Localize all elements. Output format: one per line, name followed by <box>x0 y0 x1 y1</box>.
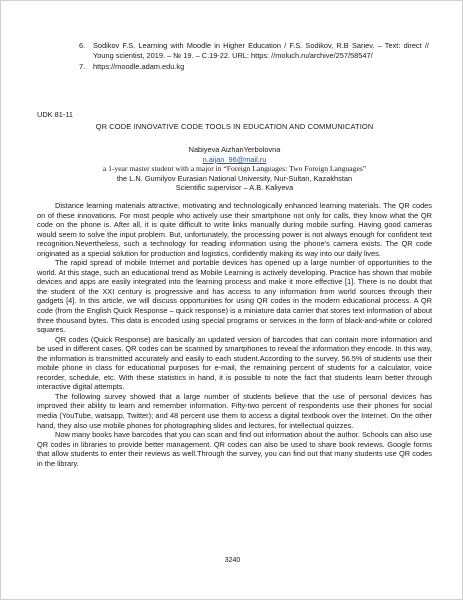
body-paragraph: Now many books have barcodes that you can scan and find out information about the author. Schools can also use QR codes in libraries to provide better management. QR codes can also be used to share book reviews. Google forms that allow students to enter their reviews as well.Through the survey, you can find out that many students use QR codes in the library. <box>37 430 432 468</box>
author-affiliation: a 1-year master student with a major in “Foreign Languages: Two Foreign Languages” <box>102 164 367 174</box>
body-paragraph: QR codes (Quick Response) are basically an updated version of barcodes that can contain more information and be used in different cases. QR codes can be scanned by smartphones to reveal the information they encode. In this way, the information is transmitted accurately and easily to each student.According to the survey, 56.5% of students use their mobile phone in class for educational purposes for e-mail, the remaining percent of students for a calculator, voice recorder, schedule, etc. With these statistics in hand, it is possible to note the fact that students learn better through interactive digital attempts. <box>37 334 432 392</box>
author-university: the L.N. Gumilyov Eurasian National University, Nur-Sultan, Kazakhstan <box>116 173 353 183</box>
author-block <box>37 145 432 193</box>
udk-code: UDK 81-11 <box>37 110 74 119</box>
body-paragraph: The rapid spread of mobile Internet and portable devices has opened up a large number of opportunities to the world. At this stage, such an educational trend as Mobile Learning is actively developing. Practice has shown that mobile devices and apps are easily integrated into the learning process and make it more effective [1]. There is no doubt that the student of the XXI century is progressive and has access to any information from world sources through their gadgets [4]. In this article, we will discuss opportunities for using QR codes in the modern educational process. A QR code (from the English Quick Response – quick response) is a miniature data carrier that stores text information of about three thousand bytes. This data is encoded using special programs or services in the form of black-and-white or colored squares. <box>37 258 432 335</box>
body-paragraph: Distance learning materials attractive, motivating and technologically enhanced learning materials. The QR codes on of these innovations. For most people who actively use their smartphone not only for calls, they know what the QR code on the phone is. After all, it is quite difficult to write links manually during mobile surfing. Having good cameras would seem to solve the input problem. But, unfortunately, the processing power is not always enough for confident text recognition.Nevertheless, such a technology for reading information using the phone’s camera exists. The QR code originated as a special solution for production and logistics, confidently making its way into our daily lives. <box>37 201 432 258</box>
reference-text: Sodikov F.S. Learning with Moodle in Higher Education / F.S. Sodikov, R.B Sariev. – Text: direct // Young scientist, 2019. – № 19. – С.19-22. URL: https: //moluch.ru/archive/257/58547/ <box>93 41 429 61</box>
reference-text: https://moodle.adam.edu.kg <box>93 61 185 71</box>
page-number: 3240 <box>224 557 241 564</box>
reference-item <box>79 41 429 62</box>
scientific-supervisor: Scientific supervisor – A.B. Kaliyeva <box>175 183 294 193</box>
reference-number: 6. <box>79 41 86 50</box>
paper-title: QR CODE INNOVATIVE CODE TOOLS IN EDUCATION AND COMMUNICATION <box>95 122 374 131</box>
article-body <box>37 201 432 468</box>
body-paragraph: The following survey showed that a large number of students believe that the use of personal devices has improved their ability to learn and remember information. Fifty-two percent of respondents use their phones for social media (YouTube, watsapp, Twitter); and 48 percent use them to access a digital textbook over the Internet. On the other hand, they also use mobile phones for photographing slides and lectures, for intellectual quizzes. <box>37 391 432 430</box>
author-name: Nabiyeva AizhanYerbolovna <box>188 145 281 154</box>
author-email[interactable]: n.aijan_96@mail.ru <box>202 154 267 164</box>
reference-list <box>79 41 429 72</box>
reference-number: 7. <box>79 61 86 71</box>
reference-item <box>79 62 429 72</box>
